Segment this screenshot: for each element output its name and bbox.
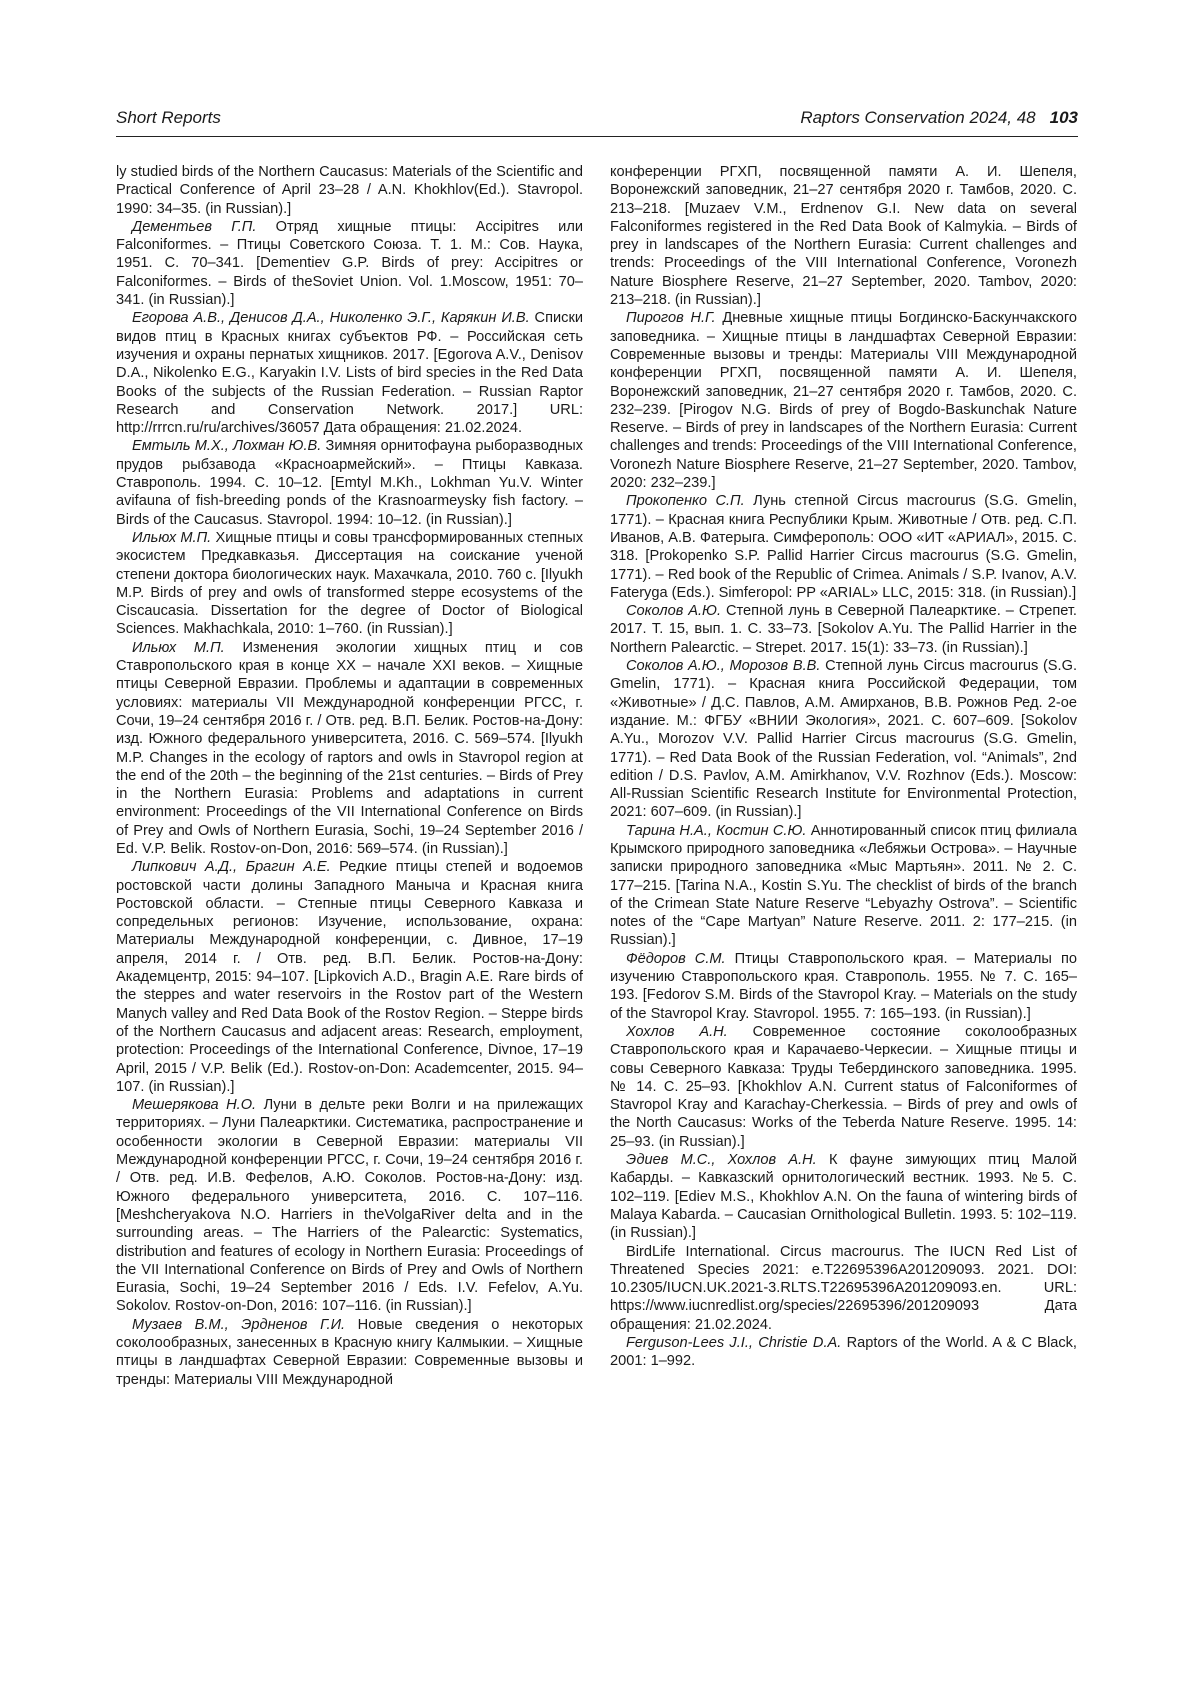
reference-entry xyxy=(610,602,1077,657)
reference-text: Зимняя орнитофауна рыборазводных прудов рыбзавода «Красноармейский». – Птицы Кавказа. Ставрополь. 1994. С. 10–12. [Emtyl M.Kh., Lokhman Yu.V. Winter avifauna of fish-breeding ponds of the Krasnoarmeysky fish factory. – Birds of the Caucasus. Stavropol. 1994: 10–12. (in Russian).] xyxy=(116,438,583,528)
reference-text: Raptors of the World. A & C Black, 2001: 1–992. xyxy=(610,1335,1077,1370)
reference-entry xyxy=(116,1316,583,1389)
reference-text: ly studied birds of the Northern Caucasus: Materials of the Scientific and Practical Conference of April 23–28 / A.N. Khokhlov(Ed.). Stavropol. 1990: 34–35. (in Russian).] xyxy=(116,164,583,217)
reference-entry xyxy=(610,657,1077,822)
reference-text: Аннотированный список птиц филиала Крымского природного заповедника «Лебяжьи Острова». – Научные записки природного заповедника «Мыс Мартьян». 2011. № 2. С. 177–215. [Tarina N.A., Kostin S.Yu. The checklist of birds of the branch of the Crimean State Nature Reserve “Lebyazhy Ostrova”. – Scientific notes of the “Cape Martyan” Nature Reserve. 2011. 2: 177–215. (in Russian).] xyxy=(610,822,1077,949)
reference-entry xyxy=(116,309,583,437)
reference-text: Редкие птицы степей и водоемов ростовской части долины Западного Маныча и Красная книга Ростовской области. – Степные птицы Северного Кавказа и сопредельных регионов: Изучение, использование, охрана: Материалы Международной конференции, с. Дивное, 17–19 апреля, 2014 г. / Отв. ред. В.П. Белик. Ростов-на-Дону: Академцентр, 2015: 94–107. [Lipkovich A.D., Bragin A.E. Rare birds of the steppes and water reservoirs in the Rostov part of the Western Manych valley and Red Data Book of the Rostov Region. – Steppe birds of the Northern Caucasus and adjacent areas: Research, employment, protection: Proceedings of the International Conference, Divnoe, 17–19 April, 2015 / V.P. Belik (Ed.). Rostov-on-Don: Academcenter, 2015. 94–107. (in Russian).] xyxy=(116,859,583,1095)
reference-entry xyxy=(116,858,583,1096)
reference-text: Дневные хищные птицы Богдинско-Баскунчакского заповедника. – Хищные птицы в ландшафтах Северной Евразии: Современные вызовы и тренды: Материалы VIII Международной конференции РГХП, посвященной памяти А. И. Шепеля, Воронежский заповедник, 21–27 сентября 2020 г. Тамбов, 2020. С. 232–239. [Pirogov N.G. Birds of prey of Bogdo-Baskunchak Nature Reserve. – Birds of prey in landscapes of the Northern Eurasia: Current challenges and trends: Proceedings of the VIII International Conference, Voronezh Nature Biosphere Reserve, 21–27 September, 2020. Tambov, 2020: 232–239.] xyxy=(610,310,1077,492)
reference-authors: Мешерякова Н.О. xyxy=(132,1097,257,1114)
reference-entry xyxy=(116,437,583,528)
reference-text: Луни в дельте реки Волги и на прилежащих территориях. – Луни Палеарктики. Систематика, распространение и особенности экологии в Северной Евразии: материалы VII Международной конференции РГСС, г. Сочи, 19–24 сентября 2016 г. / Отв. ред. И.В. Фефелов, А.Ю. Соколов. Ростов-на-Дону: изд. Южного федерального университета, 2016. С. 107–116. [Meshcheryakova N.O. Harriers in theVolgaRiver delta and in the surrounding areas. – The Harriers of the Palearctic: Systematics, distribution and features of ecology in Northern Eurasia: Proceedings of the VII International Conference on Birds of Prey and Owls of Northern Eurasia, Sochi, 19–24 September 2016 / Eds. I.V. Fefelov, A.Yu. Sokolov. Rostov-on-Don, 2016: 107–116. (in Russian).] xyxy=(116,1097,583,1315)
reference-entry xyxy=(610,1334,1077,1371)
reference-text: Изменения экологии хищных птиц и сов Ставропольского края в конце XX – начале XXI веков. – Хищные птицы Северной Евразии. Проблемы и адаптации в современных условиях: материалы VII Международной конференции РГСС, г. Сочи, 19–24 сентября 2016 г. / Отв. ред. В.П. Белик. Ростов-на-Дону: изд. Южного федерального университета, 2016. С. 569–574. [Ilyukh M.P. Changes in the ecology of raptors and owls in Stavropol region at the end of the 20th – the beginning of the 21st centuries. – Birds of Prey in the Northern Eurasia: Problems and adaptations in current environment: Proceedings of the VII International Conference on Birds of Prey and Owls of Northern Eurasia, Sochi, 19–24 September 2016 / Ed. V.P. Belik. Rostov-on-Don, 2016: 569–574. (in Russian).] xyxy=(116,639,583,857)
page-header xyxy=(116,108,1078,137)
reference-authors: Пирогов Н.Г. xyxy=(626,310,716,327)
reference-entry xyxy=(610,950,1077,1023)
reference-authors: Фёдоров С.М. xyxy=(626,950,726,967)
reference-authors: Егорова А.В., Денисов Д.А., Николенко Э.Г., Карякин И.В. xyxy=(132,310,530,327)
reference-authors: Тарина Н.А., Костин С.Ю. xyxy=(626,822,807,839)
reference-authors: Липкович А.Д., Брагин А.Е. xyxy=(132,859,331,876)
reference-text: Степной лунь в Северной Палеарктике. – Стрепет. 2017. Т. 15, вып. 1. С. 33–73. [Sokolov A.Yu. The Pallid Harrier in the Northern Palearctic. – Strepet. 2017. 15(1): 33–73. (in Russian).] xyxy=(610,603,1077,656)
reference-authors: Соколов А.Ю., Морозов В.В. xyxy=(626,658,821,675)
reference-authors: Прокопенко С.П. xyxy=(626,493,745,510)
reference-authors: Музаев В.М., Эрдненов Г.И. xyxy=(132,1316,346,1333)
reference-authors: Соколов А.Ю. xyxy=(626,603,722,620)
reference-entry xyxy=(116,529,583,639)
reference-text: Хищные птицы и совы трансформированных степных экосистем Предкавказья. Диссертация на соискание ученой степени доктора биологических наук. Махачкала, 2010. 760 с. [Ilyukh M.P. Birds of prey and owls of transformed steppe ecosystems of the Ciscaucasia. Dissertation for the degree of Doctor of Biological Sciences. Makhachkala, 2010: 1–760. (in Russian).] xyxy=(116,529,583,638)
reference-authors: Дементьев Г.П. xyxy=(132,218,257,235)
reference-text: Лунь степной Circus macrourus (S.G. Gmelin, 1771). – Красная книга Республики Крым. Животные / Отв. ред. С.П. Иванов, А.В. Фатерыга. Симферополь: ООО «ИТ «АРИАЛ», 2015. С. 318. [Prokopenko S.P. Pallid Harrier Circus macrourus (S.G. Gmelin, 1771). – Red book of the Republic of Crimea. Animals / S.P. Ivanov, A.V. Fateryga (Eds.). Simferopol: PP «ARIAL» LLC, 2015: 318. (in Russian).] xyxy=(610,493,1077,601)
reference-text: конференции РГХП, посвященной памяти А. И. Шепеля, Воронежский заповедник, 21–27 сентября 2020 г. Тамбов, 2020. С. 213–218. [Muzaev V.M., Erdnenov G.I. New data on several Falconiformes registered in the Red Data Book of Kalmykia. – Birds of prey in landscapes of the Northern Eurasia: Current challenges and trends: Proceedings of the VIII International Conference, Voronezh Nature Biosphere Reserve, 21–27 September, 2020. Tambov, 2020: 213–218. (in Russian).] xyxy=(610,164,1077,309)
reference-authors: Ильюх М.П. xyxy=(132,529,212,546)
right-column xyxy=(610,163,1077,1643)
reference-entry xyxy=(610,309,1077,492)
reference-entry xyxy=(610,1243,1077,1334)
reference-authors: Ильюх М.П. xyxy=(132,639,225,656)
journal-name: Raptors Conservation 2024, 48 xyxy=(800,108,1036,127)
reference-entry xyxy=(116,639,583,859)
reference-text: BirdLife International. Circus macrourus. The IUCN Red List of Threatened Species 2021: e.T22695396A201209093. 2021. DOI: 10.2305/IUCN.UK.2021-3.RLTS.T22695396A201209093.en. URL: https://www.iucnredlist.org/species/22695396/201209093 Дата обращения: 21.02.2024. xyxy=(610,1243,1077,1333)
reference-entry xyxy=(610,163,1077,309)
reference-text: Списки видов птиц в Красных книгах субъектов РФ. – Российская сеть изучения и охраны пернатых хищников. 2017. [Egorova A.V., Denisov D.A., Nikolenko E.G., Karyakin I.V. Lists of bird species in the Red Data Books of the subjects of the Russian Federation. – Russian Raptor Research and Conservation Network. 2017.] URL: http://rrrcn.ru/ru/archives/36057 Дата обращения: 21.02.2024. xyxy=(116,310,583,437)
reference-entry xyxy=(116,163,583,218)
reference-authors: Эдиев М.С., Хохлов А.Н. xyxy=(626,1152,817,1169)
left-column xyxy=(116,163,583,1643)
reference-authors: Емтыль М.Х., Лохман Ю.В. xyxy=(132,438,322,455)
reference-text: Птицы Ставропольского края. – Материалы по изучению Ставропольского края. Ставрополь. 1955. № 7. С. 165–193. [Fedorov S.M. Birds of the Stavropol Kray. – Materials on the study of the Stavropol Kray. Stavropol. 1955. 7: 165–193. (in Russian).] xyxy=(610,950,1077,1022)
reference-entry xyxy=(610,1151,1077,1242)
reference-text: Современное состояние соколообразных Ставропольского края и Карачаево-Черкесии. – Хищные птицы и совы Северного Кавказа: Труды Тебердинского заповедника. 1995. № 14. С. 25–93. [Khokhlov A.N. Current status of Falconiformes of Stavropol Kray and Karachay-Cherkessia. – Birds of prey and owls of the North Caucasus: Works of the Teberda Nature Reserve. 1995. 14: 25–93. (in Russian).] xyxy=(610,1023,1077,1150)
reference-authors: Ferguson-Lees J.I., Christie D.A. xyxy=(626,1335,842,1351)
reference-authors: Хохлов А.Н. xyxy=(626,1023,728,1040)
reference-text: Новые сведения о некоторых соколообразных, занесенных в Красную книгу Калмыкии. – Хищные птицы в ландшафтах Северной Евразии: Современные вызовы и тренды: Материалы VIII Международной xyxy=(116,1316,583,1388)
reference-entry xyxy=(610,822,1077,950)
reference-entry xyxy=(610,492,1077,602)
journal-info xyxy=(800,108,1078,128)
reference-entry xyxy=(116,218,583,309)
reference-entry xyxy=(610,1023,1077,1151)
section-title: Short Reports xyxy=(116,108,221,127)
reference-text: Отряд хищные птицы: Accipitres или Falconiformes. – Птицы Советского Союза. Т. 1. М.: Сов. Наука, 1951. С. 70–341. [Dementiev G.P. Birds of prey: Accipitres or Falconiformes. – Birds of theSoviet Union. Vol. 1.Moscow, 1951: 70–341. (in Russian).] xyxy=(116,218,583,309)
reference-text: К фауне зимующих птиц Малой Кабарды. – Кавказский орнитологический вестник. 1993. №5. С. 102–119. [Ediev M.S., Khokhlov A.N. On the fauna of wintering birds of Malaya Kabarda. – Caucasian Ornithological Bulletin. 1993. 5: 102–119. (in Russian).] xyxy=(610,1152,1077,1242)
reference-entry xyxy=(116,1096,583,1316)
reference-text: Степной лунь Circus macrourus (S.G. Gmelin, 1771). – Красная книга Российской Федерации, том «Животные» / Д.С. Павлов, А.М. Амирханов, В.В. Рожнов Ред. 2-ое издание. М.: ФГБУ «ВНИИ Экология», 2021. С. 607–609. [Sokolov A.Yu., Morozov V.V. Pallid Harrier Circus macrourus (S.G. Gmelin, 1771). – Red Data Book of the Russian Federation, vol. “Animals”, 2nd edition / D.S. Pavlov, A.M. Amirkhanov, V.V. Rozhnov (Eds.). Moscow: All-Russian Scientific Research Institute for Environmental Protection, 2021: 607–609. (in Russian).] xyxy=(610,658,1077,821)
page-number: 103 xyxy=(1049,108,1078,127)
